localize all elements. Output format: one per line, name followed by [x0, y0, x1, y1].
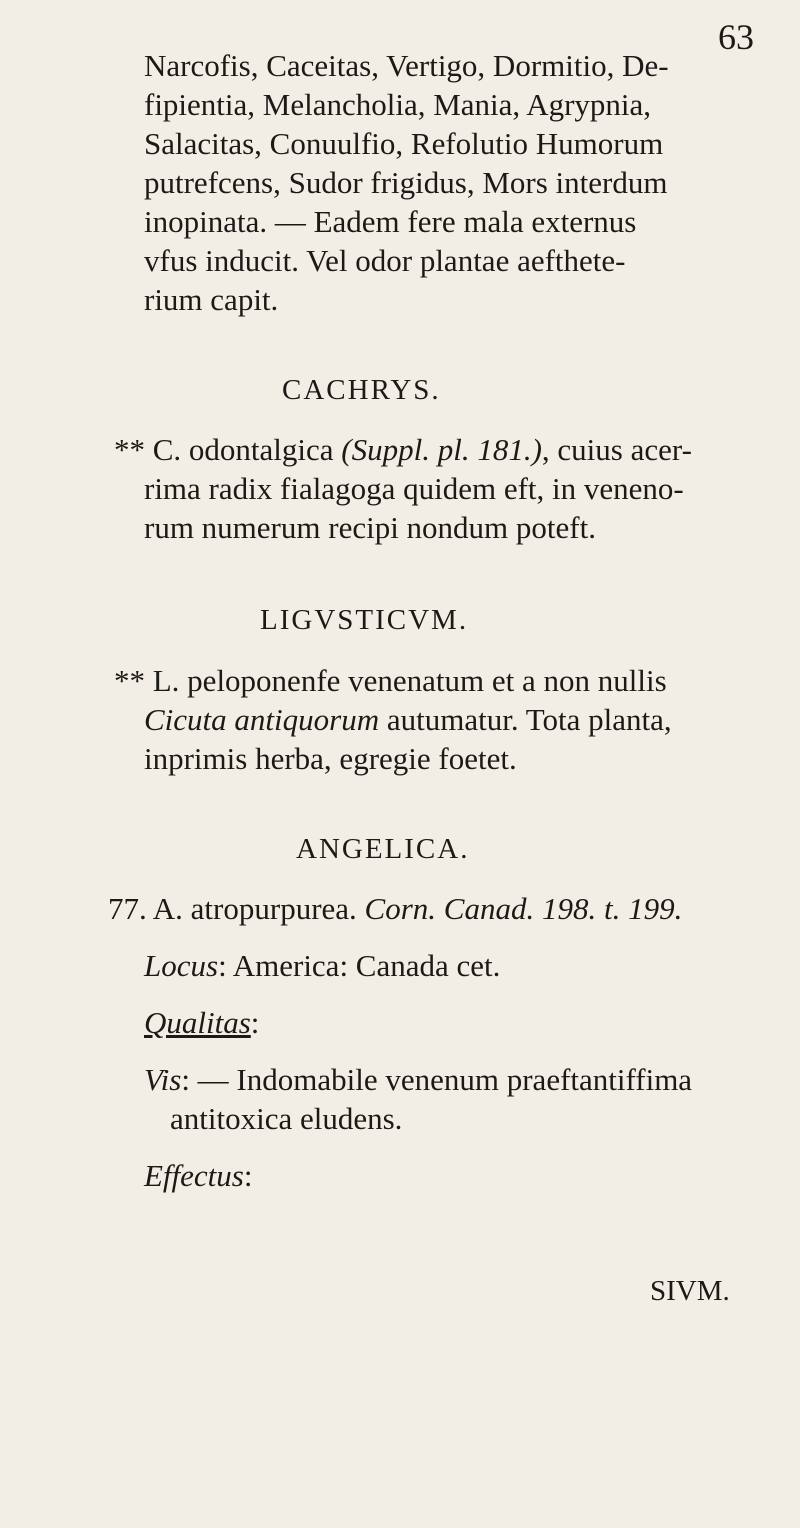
effectus-line: Effectus:	[144, 1158, 253, 1193]
page-number: 63	[718, 17, 754, 57]
text-line: putrefcens, Sudor frigidus, Mors interdum	[144, 165, 668, 200]
reference: Corn. Canad. 198. t. 199.	[364, 891, 683, 926]
qualitas-label: Qualitas	[144, 1005, 251, 1040]
ligusticum-line-3: inprimis herba, egregie foetet.	[144, 741, 517, 776]
cachrys-line-2: rima radix fialagoga quidem eft, in veneno-	[144, 471, 684, 506]
qualitas-line: Qualitas:	[144, 1005, 260, 1040]
ligusticum-line-1: ** L. peloponenfe venenatum et a non nullis	[114, 663, 667, 698]
heading-cachrys: CACHRYS.	[282, 374, 441, 406]
text-line: rium capit.	[144, 282, 279, 317]
reference: (Suppl. pl. 181.)	[341, 432, 542, 467]
heading-ligusticum: LIGVSTICVM.	[260, 604, 469, 636]
text-line: inopinata. — Eadem fere mala externus	[144, 204, 637, 239]
vis-line-2: antitoxica eludens.	[170, 1101, 403, 1136]
angelica-entry: 77. A. atropurpurea. Corn. Canad. 198. t. 199.	[108, 891, 683, 926]
heading-angelica: ANGELICA.	[296, 833, 470, 865]
text-line: Narcofis, Caceitas, Vertigo, Dormitio, De-	[144, 48, 669, 83]
ligusticum-line-2: Cicuta antiquorum autumatur. Tota planta,	[144, 702, 672, 737]
vis-line: Vis: — Indomabile venenum praeftantiffima	[144, 1062, 693, 1097]
vis-label: Vis	[144, 1062, 182, 1097]
locus-label: Locus	[144, 948, 219, 983]
asterisk-marker: **	[114, 432, 145, 467]
catchword: SIVM.	[650, 1275, 730, 1307]
cachrys-line-1: ** C. odontalgica (Suppl. pl. 181.), cuius acer-	[114, 432, 692, 467]
asterisk-marker: **	[114, 663, 145, 698]
cachrys-line-3: rum numerum recipi nondum poteft.	[144, 510, 596, 545]
effectus-label: Effectus	[144, 1158, 244, 1193]
locus-line: Locus: America: Canada cet.	[144, 948, 501, 983]
text-line: fipientia, Melancholia, Mania, Agrypnia,	[144, 87, 652, 122]
text-line: Salacitas, Conuulfio, Refolutio Humorum	[144, 126, 664, 161]
text-line: vfus inducit. Vel odor plantae aefthete-	[144, 243, 626, 278]
